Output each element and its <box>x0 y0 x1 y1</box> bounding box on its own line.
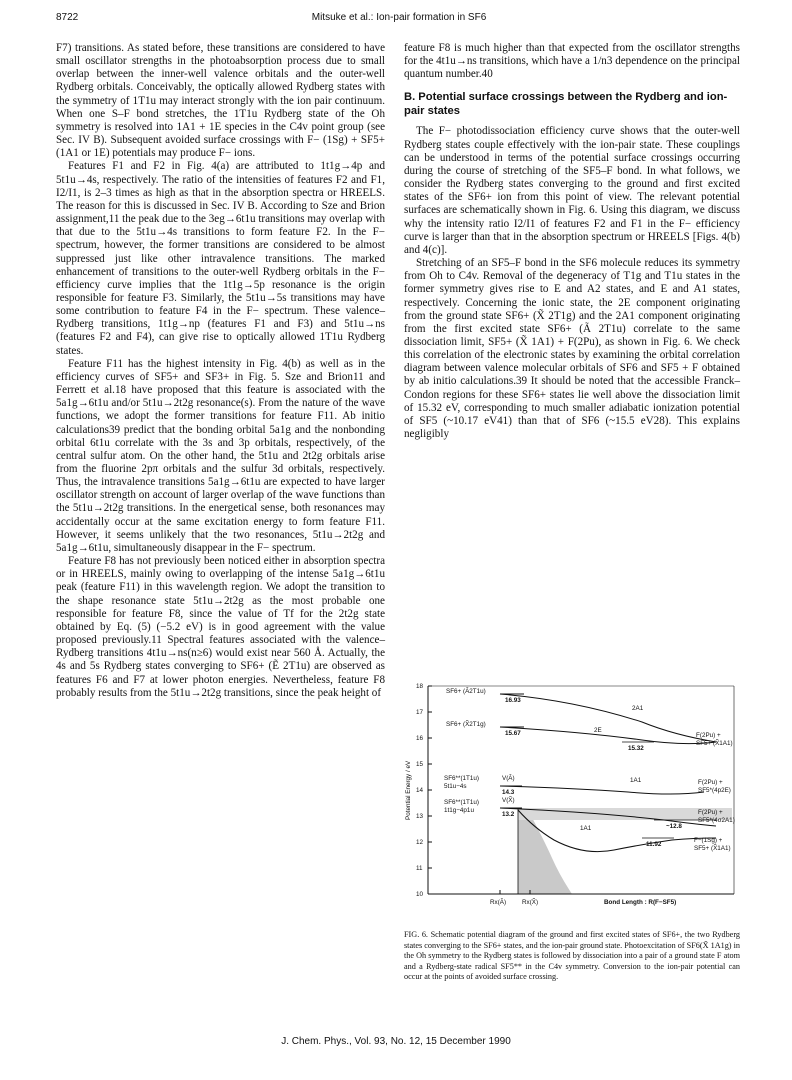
label-rydberg-a-1: SF6**(1T1u) <box>444 775 479 782</box>
label-1a1-upper: 1A1 <box>630 777 642 784</box>
value-a-state: 16.93 <box>505 697 521 704</box>
value-x-state: 15.67 <box>505 730 521 737</box>
a-state-curve <box>500 694 716 742</box>
x-axis-label: Bond Length : R(F−SF5) <box>604 899 677 906</box>
right-paragraph-top: feature F8 is much higher than that expected from the oscillator strengths for the 4t1u→ns transitions, which have a 1/n3 dependence on the principal quantum number.40 <box>404 42 740 81</box>
running-header <box>56 12 742 28</box>
y-tick-10: 10 <box>416 891 424 898</box>
asym-lower-1: F(2Pu) + <box>698 809 723 816</box>
value-ion-pair-asym: ~12.8 <box>666 823 682 830</box>
asym-middle-1: F(2Pu) + <box>698 779 723 786</box>
figure-caption: FIG. 6. Schematic potential diagram of the ground and first excited states of SF6+, the two Rydberg states converging to the SF6+ states, and the ion-pair ground state. Photoexcitation of SF6(X̃ 1A1g) in the Oh symmetry to the Rydberg states is followed by dissociation into a pair of a ground state F atom and a Rydberg-state radical SF5** in the C4v symmetry. Conversion to the ion-pair potential can occur at the points of avoided surface crossing. <box>404 930 740 982</box>
running-title: Mitsuke et al.: Ion-pair formation in SF6 <box>311 12 487 23</box>
label-vx: V(X̃) <box>502 797 515 804</box>
asym-upper-2: SF5+ (X̃1A1) <box>696 740 733 747</box>
asym-upper-1: F(2Pu) + <box>696 732 721 739</box>
label-2e: 2E <box>594 727 602 734</box>
left-paragraph-2: Features F1 and F2 in Fig. 4(a) are attributed to 1t1g→4p and 5t1u→4s, respectively. The ratio of the intensities of features F2 and F1, I2/I1, is 2–3 times as high as that in the absorption spectra or HREELS. The reason for this is discussed in Sec. IV B. According to Sze and Brion assignment,11 the peak due to the 3eg→6t1u transitions may overlap with that due to the 5t1u→4s transitions to form feature F2. In the F− spectrum, however, the former transitions are considered to be almost suppressed just like other intravalence transitions. The marked enhancement of transitions to the outer-well Rydberg orbitals in the F− efficiency curve implies that the 1t1g→5p resonance is the origin responsible for feature F3. Similarly, the 5t1u→5s transitions may have some contribution to feature F4 in the F− spectrum. These valence–Rydberg transitions, 1t1g→np (features F1 and F3) and 5t1u→ns (features F2 and F4), can give rise to optically allowed 1T1u Rydberg states. <box>56 160 385 357</box>
value-dissoc: 15.32 <box>628 745 644 752</box>
page-number: 8722 <box>56 12 79 23</box>
x-tick-label-a: Rx(Ã) <box>490 899 507 906</box>
y-tick-17: 17 <box>416 709 424 716</box>
label-2a1: 2A1 <box>632 705 644 712</box>
label-rydberg-x-2: 1t1g−4p1u <box>444 807 474 814</box>
va-curve <box>500 786 704 794</box>
right-column <box>404 42 740 441</box>
value-ion-pair-min: 11.92 <box>646 841 662 848</box>
asym-ionpair-1: F−(1Sg) + <box>694 837 723 844</box>
ion-pair-shade <box>518 808 572 894</box>
y-tick-13: 13 <box>416 813 424 820</box>
value-va: 14.3 <box>502 789 515 796</box>
page-footer: J. Chem. Phys., Vol. 93, No. 12, 15 December 1990 <box>281 1036 511 1047</box>
right-paragraph-1: The F− photodissociation efficiency curve shows that the outer-well Rydberg states couple effectively with the ion-pair state. These couplings can be understood in terms of the potential surface crossings occurring during the course of stretching of the SF5–F bond. In what follows, we consider the Rydberg states converging to the ground and first excited states of the SF6+ ion from this point of view. The relevant potential surfaces are schematically shown in Fig. 6. Using this diagram, we discuss why the intensity ratio I2/I1 of features F2 and F1 in the F− efficiency curve is larger than that in the absorption spectrum or HREELS [Figs. 4(b) and 4(c)]. <box>404 125 740 256</box>
label-a-state: SF6+ (Ã2T1u) <box>446 688 486 695</box>
potential-diagram-svg <box>404 680 740 926</box>
asym-ionpair-2: SF5+ (X̃1A1) <box>694 845 731 852</box>
label-1a1-well: 1A1 <box>580 825 592 832</box>
value-vx: 13.2 <box>502 811 515 818</box>
left-paragraph-3: Feature F11 has the highest intensity in Fig. 4(b) as well as in the efficiency curves of SF5+ and SF3+ in Fig. 5. Sze and Brion11 and Ferrett et al.18 have proposed that this feature is associated with the 5a1g→6t1u and/or 5t1u→2t2g resonance(s). From the nature of the wave functions, we adopt the former transitions for feature F11. Ab initio calculations39 predict that the bonding orbital 5a1g and the nonbonding orbital 6t1u correlate with the 3s and 3p orbitals, respectively, of the central sulfur atom. On the other hand, the 5t1u and 2t2g orbitals arise from the fluorine 2pπ orbitals and the sulfur 3d orbitals, respectively. Thus, the intravalence transitions 5a1g→6t1u are expected to have larger oscillator strength on account of larger overlap of the wave functions than the 5t1u→2t2g transitions. In the energetical sense, both resonances may accidentally occur at the same excitation energy to form feature F11. However, it seems unlikely that the two resonances, 5t1u→2t2g and 5a1g→6t1u, simultaneously disappear in the F− spectrum. <box>56 357 385 554</box>
section-heading: B. Potential surface crossings between the Rydberg and ion-pair states <box>404 91 728 117</box>
left-column <box>56 42 385 700</box>
left-paragraph-4: Feature F8 has not previously been noticed either in absorption spectra or in HREELS, mainly owing to overlapping of the intense 5a1g→6t1u peak (feature F11) in this wavelength region. We adopt the transition to the shape resonance state 5t1u→2t2g as the most probable one responsible for feature F8, since the value of Tf for the 2t2g state obtained by Eq. (5) (−5.2 eV) is in good agreement with the value proposed previously.11 Spectral features associated with the valence–Rydberg transitions 4t1u→ns(n≥6) would exist near 560 Å. Actually, the 4s and 5s Rydberg states converging to SF6+ (Ẽ 2T1u) are observed as features F6 and F7 at lower photon energies. Nevertheless, feature F8 probably results from the 5t1u→2t2g transitions, since the peak height of <box>56 555 385 699</box>
y-tick-18: 18 <box>416 683 424 690</box>
figure-6-potential-diagram <box>404 680 740 926</box>
y-tick-16: 16 <box>416 735 424 742</box>
asym-middle-2: SF5*(4p2E) <box>698 787 731 794</box>
y-axis-label: Potential Energy / eV <box>405 760 412 820</box>
label-va: V(Ã) <box>502 775 515 782</box>
label-rydberg-a-2: 5t1u−4s <box>444 783 467 790</box>
y-tick-14: 14 <box>416 787 424 794</box>
y-tick-12: 12 <box>416 839 424 846</box>
x-tick-label-x: Rx(X̃) <box>522 899 539 906</box>
label-x-state: SF6+ (X̃2T1g) <box>446 721 486 728</box>
label-rydberg-x-1: SF6**(1T1u) <box>444 799 479 806</box>
right-paragraph-2: Stretching of an SF5–F bond in the SF6 molecule reduces its symmetry from Oh to C4v. Removal of the degeneracy of T1g and T1u states in the former symmetry gives rise to E and A2 states, and E and A1 states, respectively. Concerning the ionic state, the 2E component originating from the ground state SF6+ (X̃ 2T1g) and the 2A1 component originating from the first excited state SF6+ (Ã 2T1u) correlate to the same dissociation limit, SF5+ (X̃ 1A1) + F(2Pu), as shown in Fig. 6. We check this correlation of the electronic states by examining the orbital correlation diagram between valence molecular orbitals of SF6 and SF5 + F obtained by ab initio calculations.39 It should be noted that the accessible Franck–Condon regions for these SF6+ states lie well above the dissociation limit of 15.32 eV, corresponding to much smaller adiabatic ionization potential of SF5 (~10.17 eV41) than that of SF6 (~15.5 eV28). This explains negligibly <box>404 257 740 441</box>
y-tick-11: 11 <box>416 865 423 872</box>
left-paragraph-1: F7) transitions. As stated before, these transitions are considered to have small oscillator strengths in the photoabsorption process due to small overlap between the inner-well valence orbitals and the outer-well Rydberg orbitals. Conceivably, the optically allowed Rydberg states with the symmetry of 1T1u may interact strongly with the ion pair continuum. When one S–F bond stretches, the 1T1u Rydberg state of the Oh symmetry is resolved into 1A1 + 1E species in the C4v point group (see Sec. IV B). Subsequent avoided surface crossings with F− (1Sg) + SF5+ (1A1 or 1E) potentials may produce F− ions. <box>56 42 385 160</box>
y-ticks <box>428 686 432 894</box>
asym-lower-2: SF5*(4σ2A1) <box>698 817 735 824</box>
y-tick-15: 15 <box>416 761 424 768</box>
